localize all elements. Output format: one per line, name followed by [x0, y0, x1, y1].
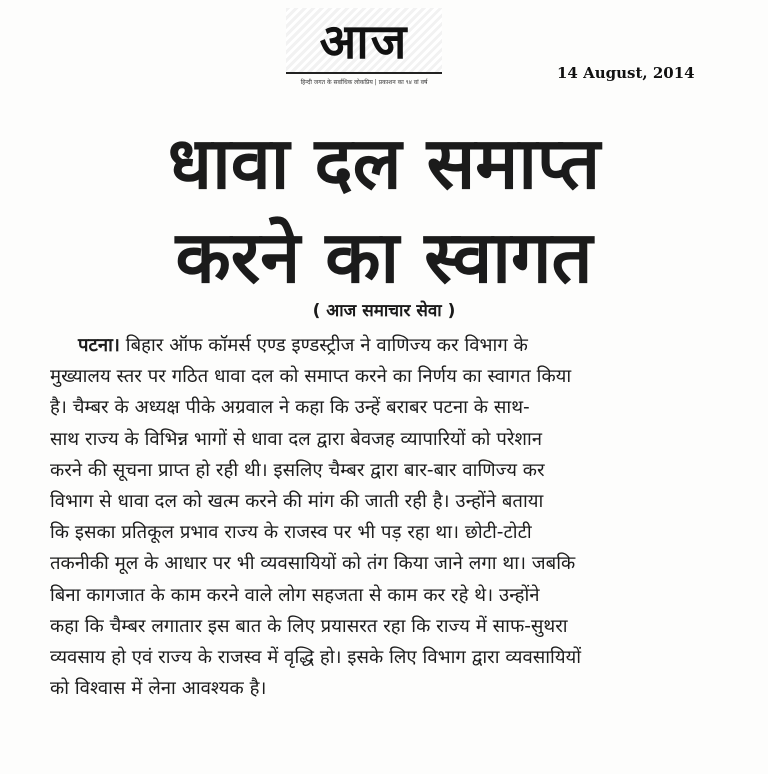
news-source-credit: ( आज समाचार सेवा ): [312, 301, 456, 321]
article-line: करने की सूचना प्राप्त हो रही थी। इसलिए चैम्बर द्वारा बार-बार वाणिज्य कर: [50, 459, 545, 481]
headline: [34, 116, 734, 304]
article-line: कि इसका प्रतिकूल प्रभाव राज्य के राजस्व पर भी पड़ रहा था। छोटी-टोटी: [50, 522, 532, 544]
article-line: है। चैम्बर के अध्यक्ष पीके अग्रवाल ने कहा कि उन्हें बराबर पटना के साथ-: [50, 397, 530, 419]
headline-line-2: करने का स्वागत: [175, 215, 593, 299]
article-line: [50, 330, 734, 361]
article-line: तकनीकी मूल के आधार पर भी व्यवसायियों को तंग किया जाने लगा था। जबकि: [50, 553, 576, 575]
article-body: [50, 330, 734, 704]
article-line: को विश्वास में लेना आवश्यक है।: [50, 678, 267, 700]
article-line: साथ राज्य के विभिन्न भागों से धावा दल द्वारा बेवजह व्यापारियों को परेशान: [50, 428, 543, 450]
article-line: विभाग से धावा दल को खत्म करने की मांग की जाती रही है। उन्होंने बताया: [50, 491, 544, 513]
article-line-text: बिहार ऑफ कॉमर्स एण्ड इण्डस्ट्रीज ने वाणिज्य कर विभाग के: [125, 335, 528, 356]
publication-date: 14 August, 2014: [557, 64, 695, 82]
article-line: बिना कागजात के काम करने वाले लोग सहजता से काम कर रहे थे। उन्होंने: [50, 584, 540, 606]
masthead: [286, 8, 442, 92]
article-line: कहा कि चैम्बर लगातार इस बात के लिए प्रयासरत रहा कि राज्य में साफ-सुथरा: [50, 615, 568, 637]
article-line: मुख्यालय स्तर पर गठित धावा दल को समाप्त करने का निर्णय का स्वागत किया: [50, 366, 572, 388]
newspaper-logo: आज: [286, 8, 442, 74]
article-dateline: पटना।: [78, 335, 120, 356]
article-line: व्यवसाय हो एवं राज्य के राजस्व में वृद्धि हो। इसके लिए विभाग द्वारा व्यवसायियों: [50, 647, 582, 669]
masthead-tagline: हिन्दी जगत के सर्वाधिक लोकप्रिय | प्रकाशन का ९४ वां वर्ष: [300, 79, 428, 86]
headline-line-1: धावा दल समाप्त: [167, 121, 601, 205]
